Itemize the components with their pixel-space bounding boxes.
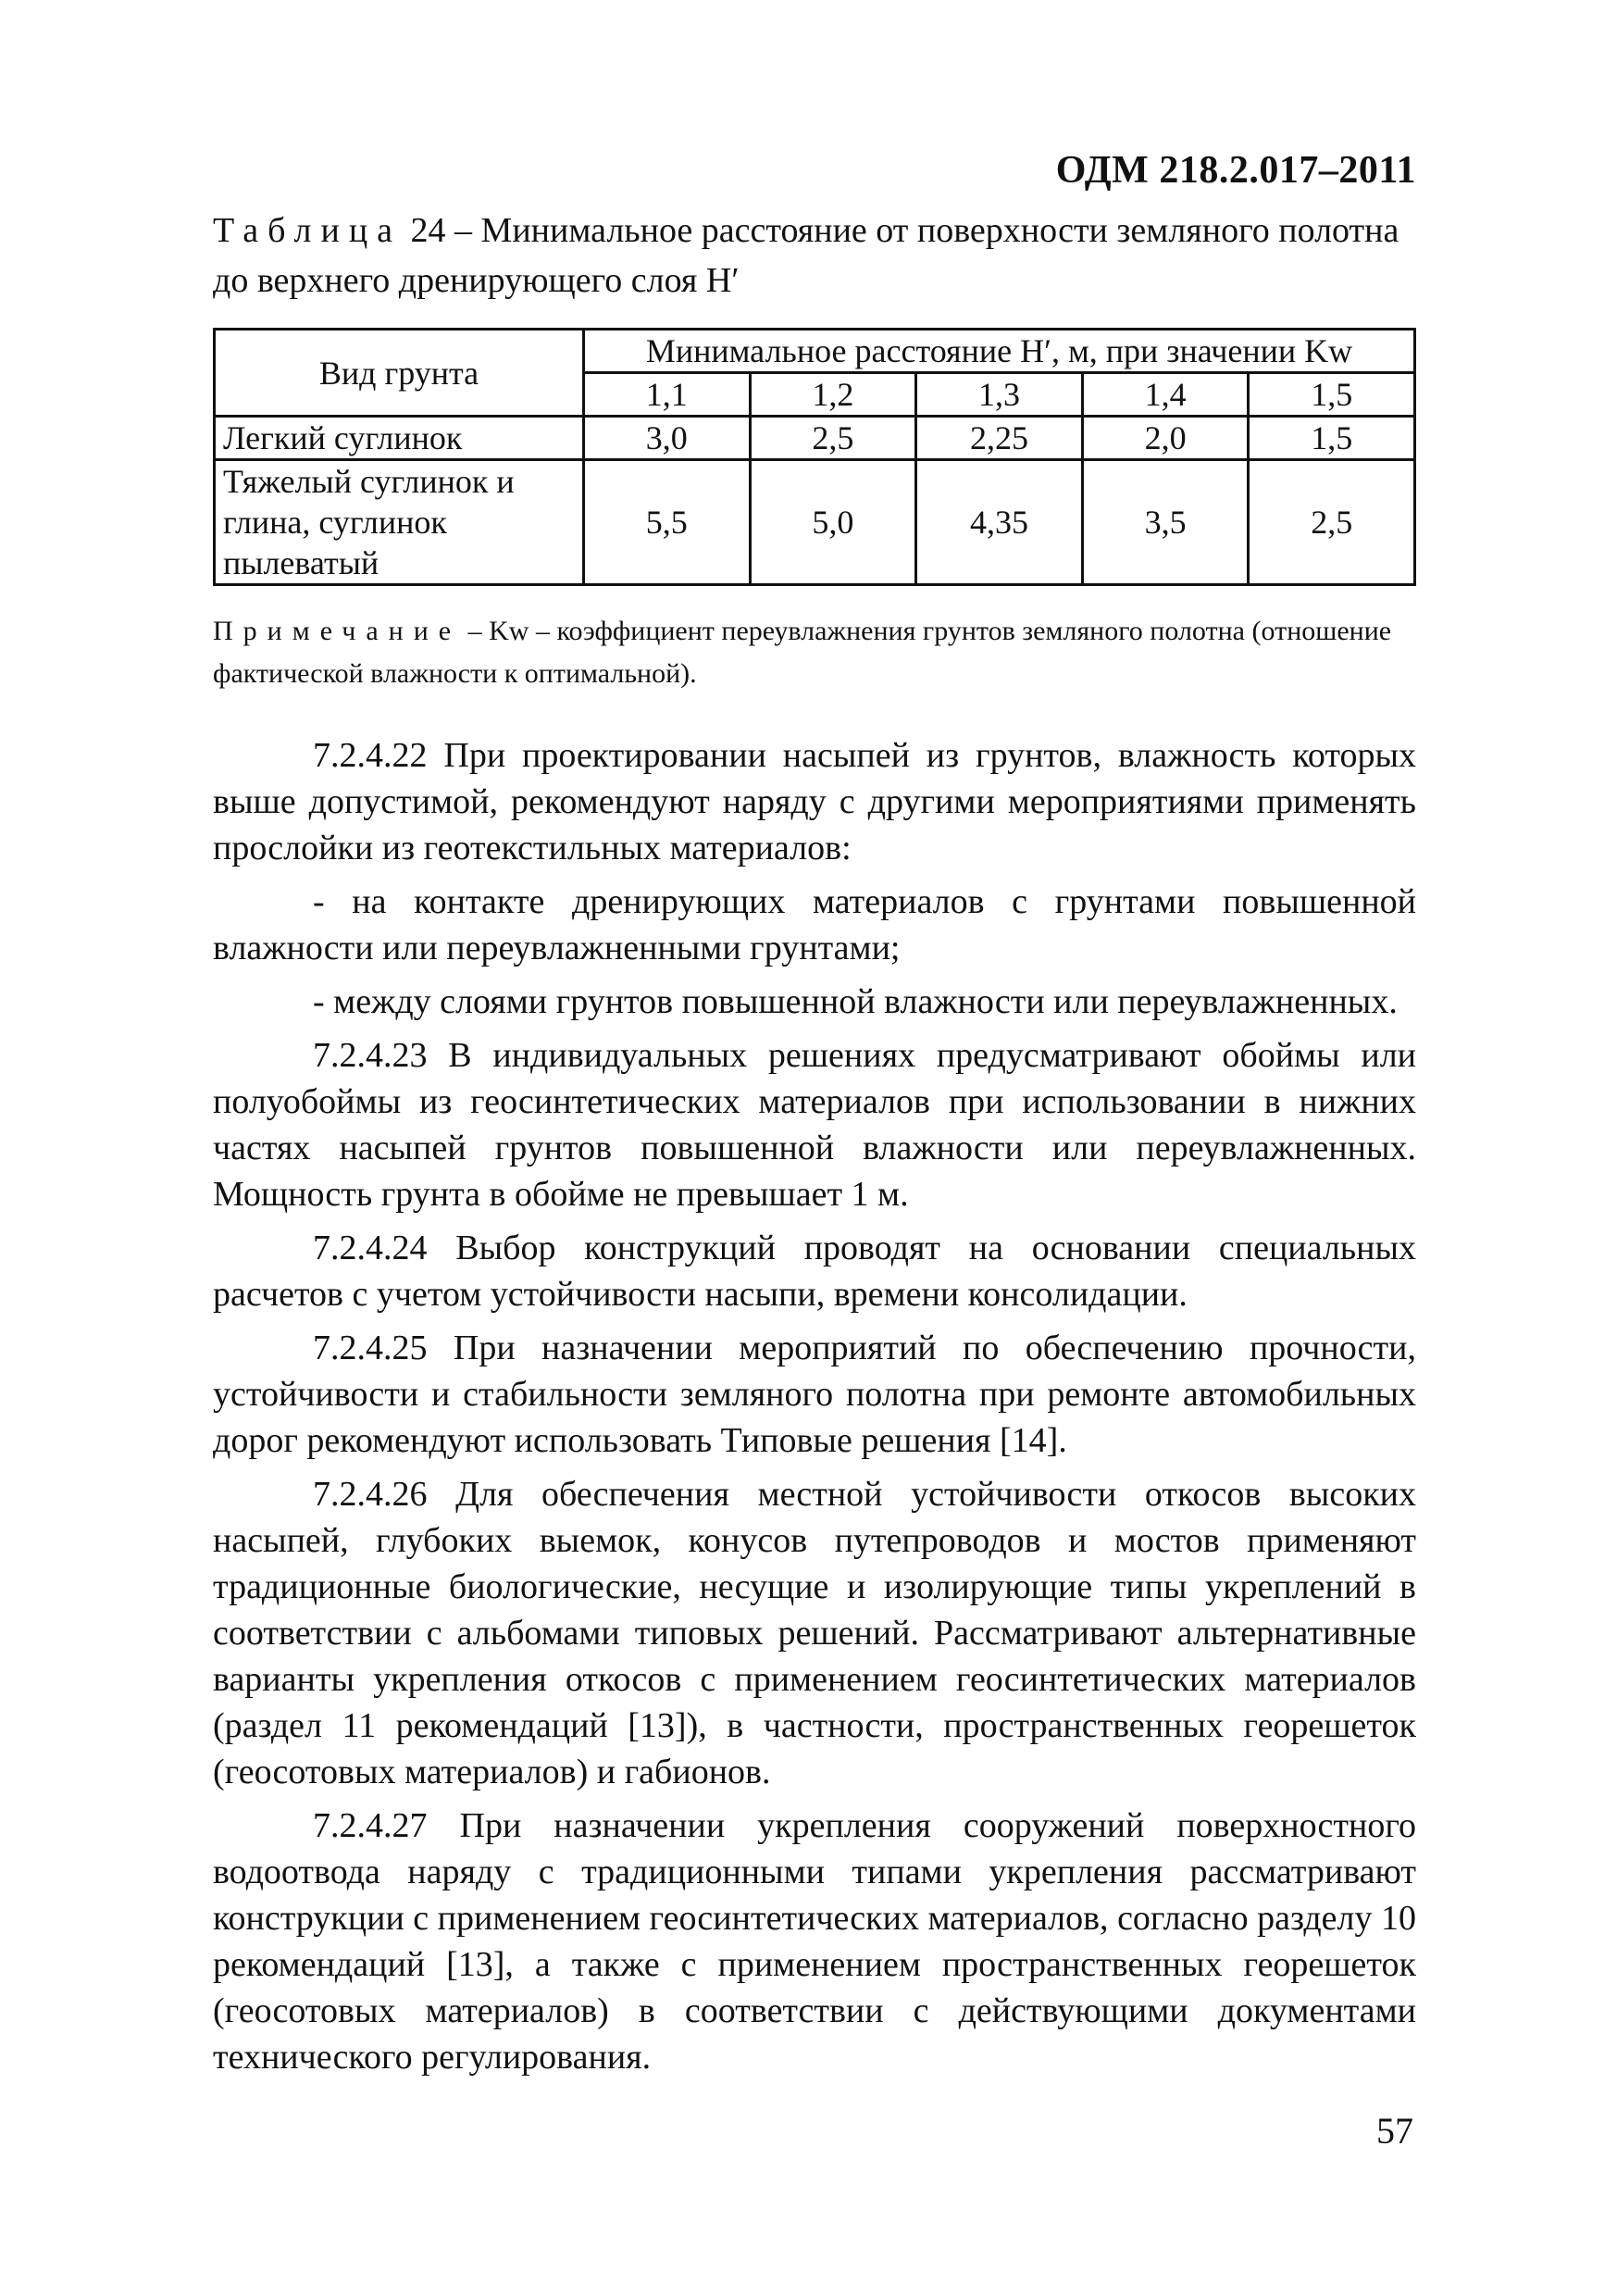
column-header-min-distance: Минимальное расстояние H′, м, при значении Kw [584,330,1415,373]
table-note [213,610,1416,695]
paragraph-7-2-4-24: 7.2.4.24 Выбор конструкций проводят на основании специальных расчетов с учетом устойчивости насыпи, времени консолидации. [213,1229,1416,1314]
k-value-header: 1,3 [916,373,1083,417]
table-header-row [215,330,1415,373]
k-value-header: 1,5 [1249,373,1415,417]
paragraph-7-2-4-27: 7.2.4.27 При назначении укрепления сооружений поверхностного водоотвода наряду с традиционными типами укрепления рассматривают конструкции с применением геосинтетических материалов, согласно разделу 10 рекомендаций [13], а также с применением пространственных георешеток (геосотовых материалов) в соответствии с действующими документами технического регулирования. [213,1806,1416,2077]
soil-type-cell: Тяжелый суглинок и глина, суглинок пылеватый [215,460,584,585]
soil-distance-table [213,328,1416,586]
paragraph-7-2-4-25: 7.2.4.25 При назначении мероприятий по обеспечению прочности, устойчивости и стабильности земляного полотна при ремонте автомобильных дорог рекомендуют использовать Типовые решения [14]. [213,1329,1416,1460]
value-cell: 3,5 [1082,460,1249,585]
note-label: Примечание [213,616,462,646]
paragraph-7-2-4-23: 7.2.4.23 В индивидуальных решениях предусматривают обоймы или полуобоймы из геосинтетических материалов при использовании в нижних частях насыпей грунтов повышенной влажности или переувлажненных. Мощность грунта в обойме не превышает 1 м. [213,1036,1416,1214]
column-header-soil-type: Вид грунта [215,330,584,417]
value-cell: 2,0 [1082,417,1249,460]
table-caption-text: – Минимальное расстояние от поверхности земляного полотна до верхнего дренирующего слоя H′ [213,211,1399,300]
value-cell: 3,0 [584,417,751,460]
document-page [213,148,1416,2088]
table-caption-number: 24 [410,211,446,250]
value-cell: 2,5 [750,417,916,460]
list-item: - между слоями грунтов повышенной влажности или переувлажненных. [313,982,1398,1021]
value-cell: 2,25 [916,417,1083,460]
k-value-header: 1,1 [584,373,751,417]
value-cell: 5,0 [750,460,916,585]
value-cell: 1,5 [1249,417,1415,460]
k-value-header: 1,4 [1082,373,1249,417]
soil-type-cell: Легкий суглинок [215,417,584,460]
document-code: ОДМ 218.2.017–2011 [1055,149,1416,192]
list-item: - на контакте дренирующих материалов с грунтами повышенной влажности или переувлажненными грунтами; [213,882,1416,967]
table-row [215,460,1415,585]
paragraph-7-2-4-22: 7.2.4.22 При проектировании насыпей из грунтов, влажность которых выше допустимой, рекомендуют наряду с другими мероприятиями применять прослойки из геотекстильных материалов: [213,736,1416,867]
table-row [215,417,1415,460]
paragraph-7-2-4-26: 7.2.4.26 Для обеспечения местной устойчивости откосов высоких насыпей, глубоких выемок, конусов путепроводов и мостов применяют традиционные биологические, несущие и изолирующие типы укреплений в соответствии с альбомами типовых решений. Рассматривают альтернативные варианты укрепления откосов с применением геосинтетических материалов (раздел 11 рекомендаций [13]), в частности, пространственных георешеток (геосотовых материалов) и габионов. [213,1475,1416,1791]
value-cell: 4,35 [916,460,1083,585]
table-caption [213,206,1416,306]
value-cell: 5,5 [584,460,751,585]
k-value-header: 1,2 [750,373,916,417]
value-cell: 2,5 [1249,460,1415,585]
note-text: – Kw – коэффициент переувлажнения грунтов земляного полотна (отношение фактической влажности к оптимальной). [213,616,1392,689]
table-caption-word: Таблица [213,211,403,250]
page-number: 57 [1376,2110,1413,2152]
